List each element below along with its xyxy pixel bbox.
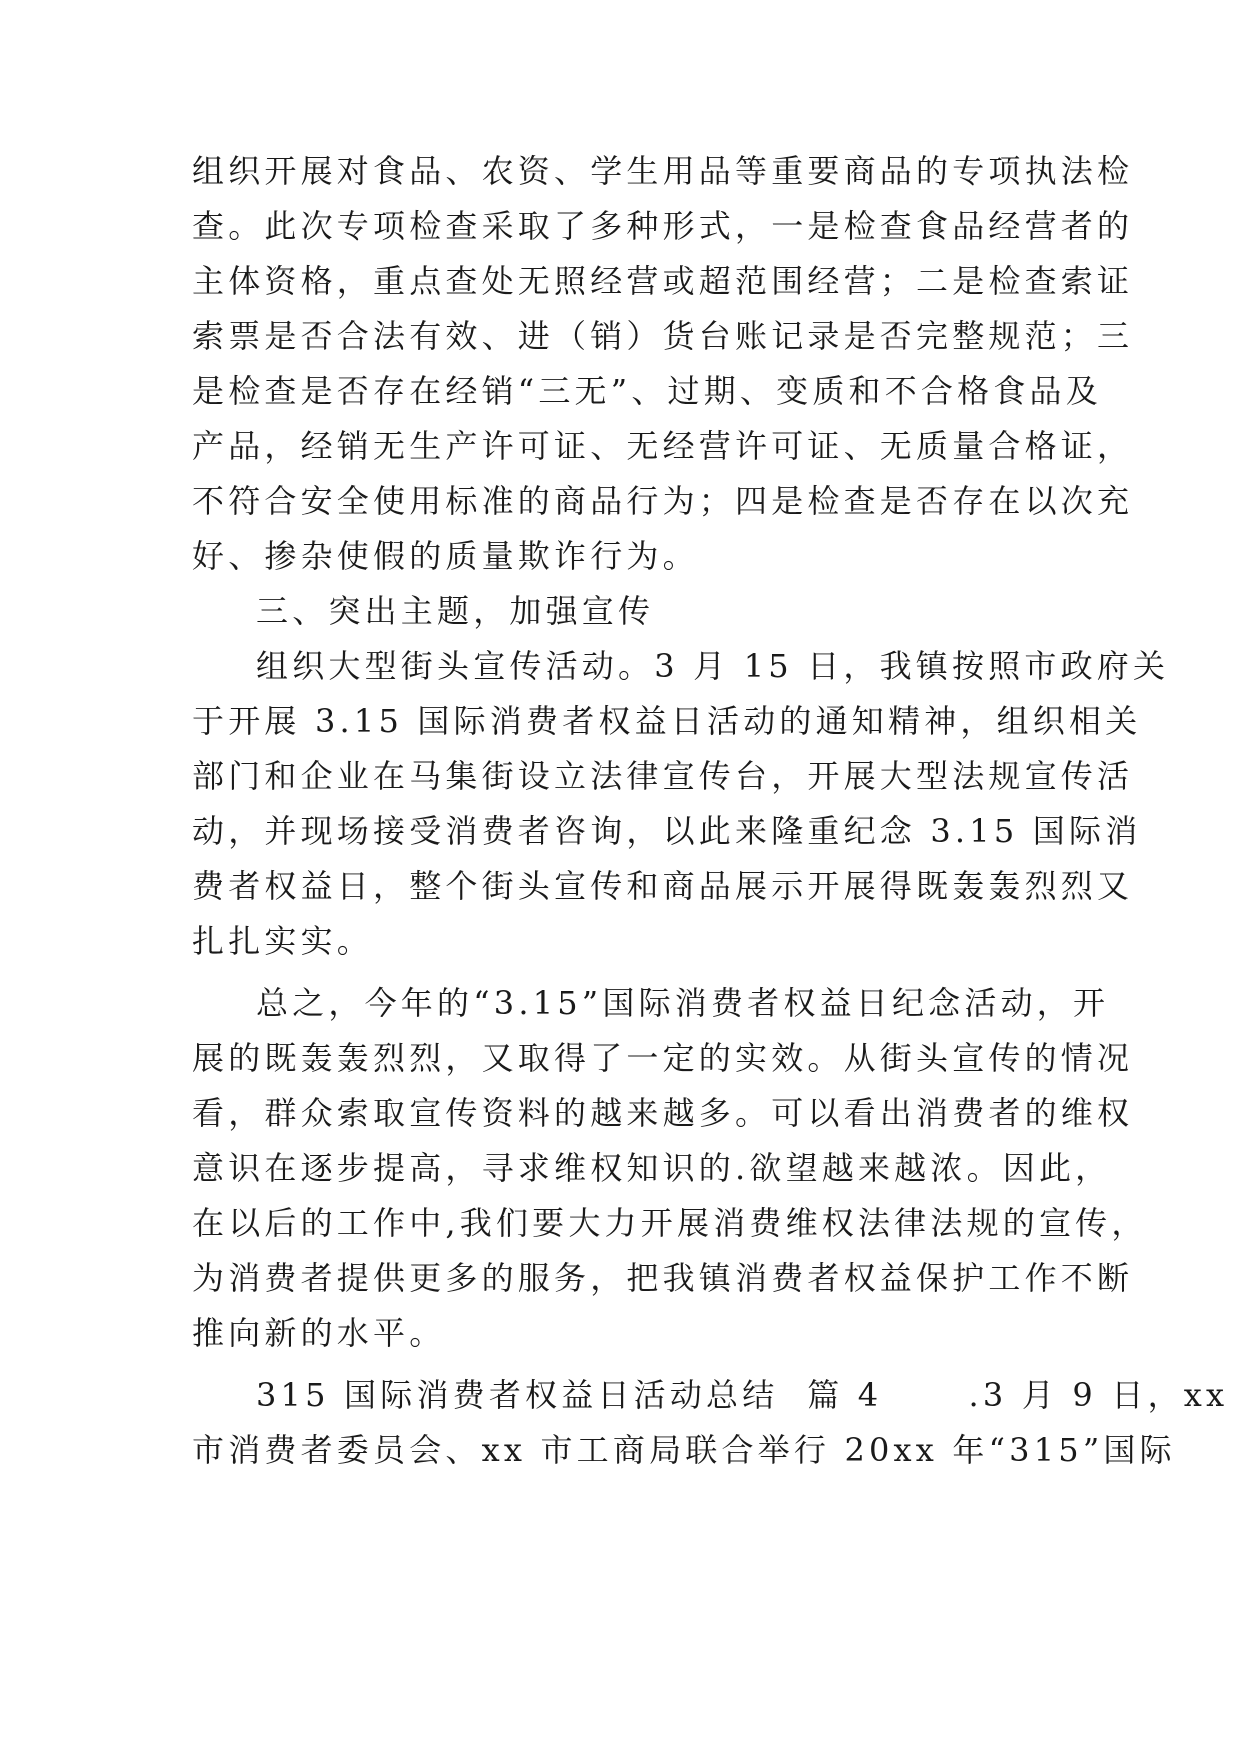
body-text-line: 市消费者委员会、xx 市工商局联合举行 20xx 年“315”国际 (192, 1431, 1176, 1469)
body-text-line: 总之，今年的“3.15”国际消费者权益日纪念活动，开 (256, 984, 1110, 1022)
body-text-line: 意识在逐步提高，寻求维权知识的.欲望越来越浓。因此， (192, 1149, 1112, 1187)
section-heading: 三、突出主题，加强宣传 (256, 592, 655, 630)
body-text-line: 于开展 3.15 国际消费者权益日活动的通知精神，组织相关 (192, 702, 1142, 740)
body-text-line: 查。此次专项检查采取了多种形式，一是检查食品经营者的 (192, 207, 1134, 245)
article-title-line: 315 国际消费者权益日活动总结 篇 4 .3 月 9 日，xx (256, 1376, 1229, 1414)
body-text-line: 费者权益日，整个街头宣传和商品展示开展得既轰轰烈烈又 (192, 867, 1134, 905)
body-text-line: 推向新的水平。 (192, 1314, 446, 1352)
body-text-line: 展的既轰轰烈烈，又取得了一定的实效。从街头宣传的情况 (192, 1039, 1134, 1077)
body-text-line: 主体资格，重点查处无照经营或超范围经营；二是检查索证 (192, 262, 1134, 300)
body-text-line: 不符合安全使用标准的商品行为；四是检查是否存在以次充 (192, 482, 1134, 520)
body-text-line: 是检查是否存在经销“三无”、过期、变质和不合格食品及 (192, 372, 1102, 410)
body-text-line: 组织开展对食品、农资、学生用品等重要商品的专项执法检 (192, 152, 1134, 190)
body-text-line: 组织大型街头宣传活动。3 月 15 日，我镇按照市政府关 (256, 647, 1170, 685)
body-text-line: 索票是否合法有效、进（销）货台账记录是否完整规范；三 (192, 317, 1134, 355)
body-text-line: 部门和企业在马集街设立法律宣传台，开展大型法规宣传活 (192, 757, 1134, 795)
body-text-line: 扎扎实实。 (192, 922, 374, 960)
body-text-line: 看，群众索取宣传资料的越来越多。可以看出消费者的维权 (192, 1094, 1134, 1132)
body-text-line: 产品，经销无生产许可证、无经营许可证、无质量合格证， (192, 427, 1134, 465)
body-text-line: 好、掺杂使假的质量欺诈行为。 (192, 537, 699, 575)
body-text-line: 动，并现场接受消费者咨询，以此来隆重纪念 3.15 国际消 (192, 812, 1142, 850)
body-text-line: 为消费者提供更多的服务，把我镇消费者权益保护工作不断 (192, 1259, 1134, 1297)
body-text-line: 在以后的工作中,我们要大力开展消费维权法律法规的宣传， (192, 1204, 1148, 1242)
